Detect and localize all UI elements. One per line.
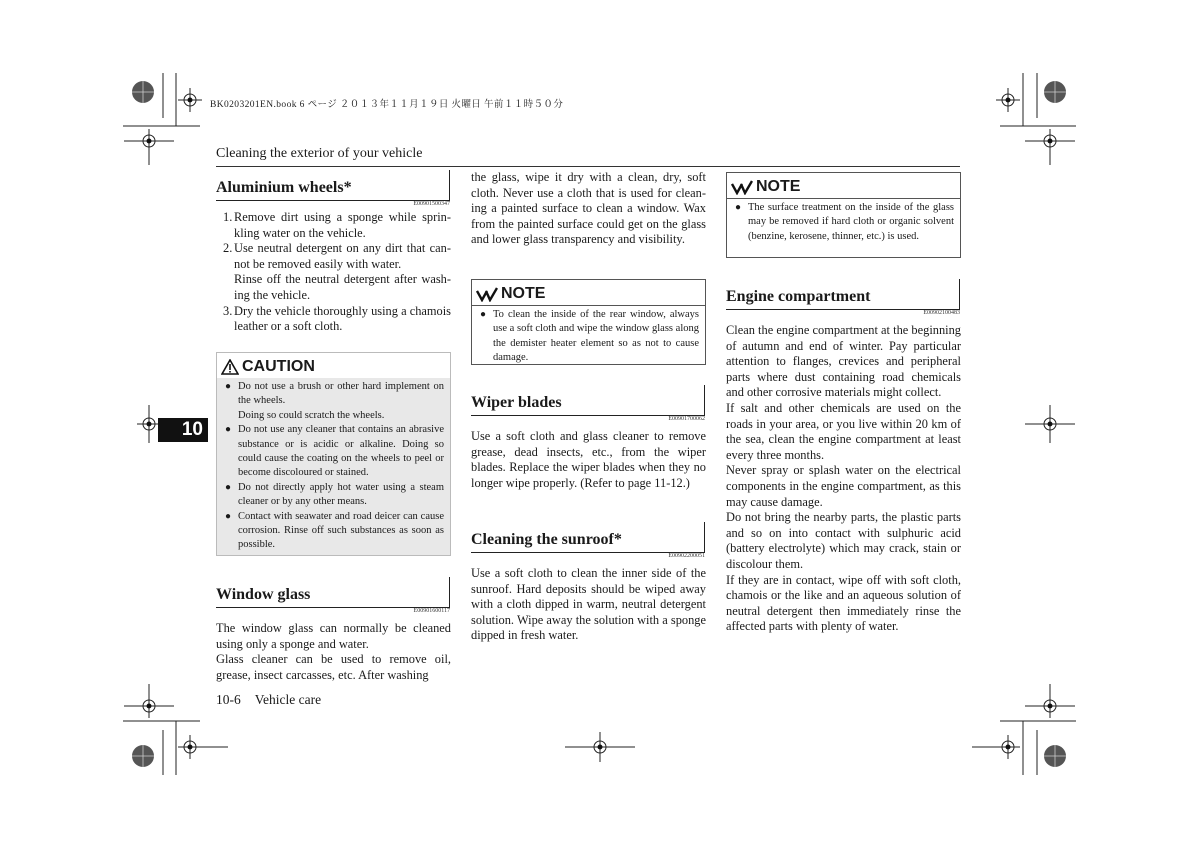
section-code: E00901700062 <box>668 416 705 422</box>
page-header-title: Cleaning the exterior of your vehicle <box>216 146 423 161</box>
sunroof-text: Use a soft cloth to clean the inner side of the sunroof. Hard deposits should be wiped away with a cloth dipped in warm, neutral detergent solution. Wipe away the solution with a sponge dipped in fresh water. <box>471 566 706 643</box>
window-glass-continued: the glass, wipe it dry with a clean, dry, soft cloth. Never use a cloth that is used for cleaning a painted surface to clean a window. Wax from the painted surface could get on the glass and lower glass transparency and visibility. <box>471 170 706 247</box>
section-heading-window-glass: Window glass <box>216 577 450 608</box>
bullet-dot-icon: ● <box>225 481 232 493</box>
paragraph: Never spray or splash water on the electrical components in the engine compartment, as this may cause damage. <box>726 463 961 509</box>
paragraph: Do not bring the nearby parts, the plastic parts and so on into contact with sulphuric acid (battery electrolyte) which may crack, stain or discolour them. <box>726 510 961 571</box>
caution-list <box>217 378 450 561</box>
window-glass-text: The window glass can normally be cleaned using only a sponge and water. Glass cleaner can be used to remove oil, grease, insect carcasses, etc. After washing <box>216 621 451 682</box>
paragraph: If they are in contact, wipe off with soft cloth, chamois or the like and an aqueous solution of neutral detergent then immediately rinse the affected parts with plenty of water. <box>726 572 961 634</box>
section-heading-cleaning-sunroof: Cleaning the sunroof* <box>471 522 705 553</box>
chapter-tab: 10 <box>158 418 208 442</box>
section-heading-aluminium-wheels: Aluminium wheels* <box>216 170 450 201</box>
steps-list <box>216 210 451 335</box>
step-item <box>216 272 451 303</box>
bullet-item <box>225 481 444 510</box>
bullet-text: Do not directly apply hot water using a steam cleaner or by any other means. <box>238 481 444 508</box>
bullet-item <box>225 510 444 553</box>
bullet-text: Do not use any cleaner that contains an abrasive substance or is acidic or alkaline. Doing so could cause the coating on the wheels to peel or become discoloured or stained. <box>238 424 444 479</box>
bullet-text: The surface treatment on the inside of the glass may be removed if hard cloth or organic solvent (benzine, kerosene, thinner, etc.) is used. <box>748 202 954 242</box>
section-code: E00901500347 <box>413 201 450 207</box>
section-code: E00901600117 <box>413 608 450 614</box>
bullet-dot-icon: ● <box>225 424 232 436</box>
note-list <box>472 306 705 374</box>
note-check-icon <box>476 286 498 302</box>
step-item <box>216 304 451 335</box>
bullet-dot-icon: ● <box>480 309 487 320</box>
paragraph: Clean the engine compartment at the beginning of autumn and end of winter. Pay particular attention to flanges, crevices and peripheral parts where dust containing road chemicals and other corrosive materials might collect. <box>726 323 961 400</box>
engine-compartment-text <box>726 323 961 635</box>
caution-title: CAUTION <box>217 353 450 378</box>
page-number: 10-6 <box>216 692 241 707</box>
bullet-text: Do not use a brush or other hard implement on the wheels. Doing so could scratch the wheels. <box>238 381 444 421</box>
print-info-line: BK0203201EN.book 6 ページ ２０１３年１１月１９日 火曜日 午前１１時５０分 <box>210 100 564 110</box>
note-check-icon <box>731 179 753 195</box>
bullet-item <box>480 308 699 366</box>
bullet-text: To clean the inside of the rear window, always use a soft cloth and wipe the window glass along the demister heater element so as not to cause damage. <box>493 309 699 364</box>
bullet-text: Contact with seawater and road deicer can cause corrosion. Rinse off such substances as soon as possible. <box>238 510 444 551</box>
bullet-dot-icon: ● <box>225 381 232 392</box>
section-code: E00902100483 <box>923 310 960 316</box>
bullet-item <box>735 201 954 244</box>
note-list <box>727 199 960 252</box>
section-heading-wiper-blades: Wiper blades <box>471 385 705 416</box>
bullet-dot-icon: ● <box>225 510 232 522</box>
step-item <box>216 241 451 272</box>
footer-section: Vehicle care <box>254 692 322 707</box>
bullet-item <box>225 380 444 423</box>
step-number: 2. <box>223 241 233 256</box>
warning-triangle-icon <box>221 359 239 375</box>
section-heading-engine-compartment: Engine compartment <box>726 279 960 310</box>
note-title: NOTE <box>727 173 960 199</box>
note-box <box>471 279 706 365</box>
step-item <box>216 210 451 241</box>
note-box <box>726 172 961 258</box>
step-number: 1. <box>223 210 233 224</box>
section-code: E00902200051 <box>668 553 705 559</box>
note-title: NOTE <box>472 280 705 306</box>
header-rule <box>216 166 960 167</box>
step-text: Remove dirt using a sponge while sprinkling water on the vehicle. <box>234 210 451 240</box>
step-text: Use neutral detergent on any dirt that cannot be removed easily with water. <box>234 241 451 271</box>
paragraph: If salt and other chemicals are used on the roads in your area, or you live within 20 km of the sea, clean the engine compartment at least every three months. <box>726 400 961 462</box>
step-text: Dry the vehicle thoroughly using a chamois leather or a soft cloth. <box>234 303 451 334</box>
step-text: Rinse off the neutral detergent after washing the vehicle. <box>234 272 451 302</box>
bullet-item <box>225 423 444 481</box>
bullet-dot-icon: ● <box>735 202 742 213</box>
step-number: 3. <box>223 303 233 318</box>
page-footer <box>216 692 321 708</box>
wiper-blades-text: Use a soft cloth and glass cleaner to remove grease, dead insects, etc., from the wiper blades. Replace the wiper blades when they no longer wipe properly. (Refer to page 11-12.) <box>471 429 706 490</box>
caution-box <box>216 352 451 556</box>
